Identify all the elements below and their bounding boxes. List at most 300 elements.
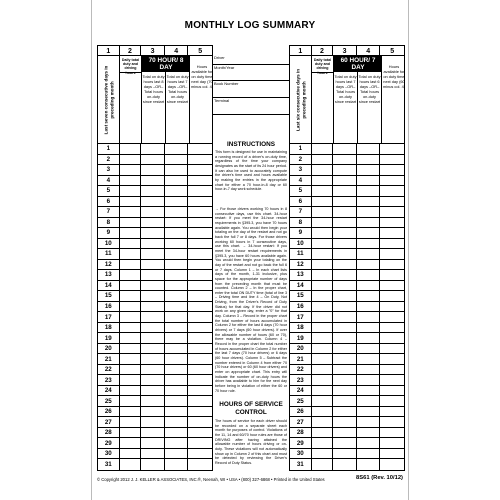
entry-cell[interactable]: [188, 396, 212, 406]
column-number-row: [98, 46, 212, 56]
entry-cell[interactable]: [380, 155, 404, 165]
entry-cell[interactable]: [312, 218, 334, 228]
entry-cell[interactable]: [380, 323, 404, 333]
day-number: 31: [290, 459, 312, 470]
entry-cell[interactable]: [188, 302, 212, 312]
entry-cell[interactable]: [165, 438, 189, 448]
entry-cell[interactable]: [357, 333, 381, 343]
hos-control-text: The hours of service for each driver should be recorded on a separate sheet each month for purposes of control. Violations of the 11, 14 and 60/70 hour rules are those of DRIVING after having attained the allowable number of hours driving or on-duty. These violations will not automatically show up in Column 2 of this chart and must be detected by reviewing the Driver's Record of Duty Status.: [215, 419, 287, 465]
table-row: [290, 428, 404, 439]
entry-cell[interactable]: [188, 197, 212, 207]
entry-cell[interactable]: [380, 218, 404, 228]
entry-cell[interactable]: [357, 165, 381, 175]
entry-cell[interactable]: [188, 312, 212, 322]
entry-cell[interactable]: [333, 407, 357, 417]
entry-cell[interactable]: [357, 323, 381, 333]
day-number: 23: [290, 375, 312, 385]
day-number: 11: [98, 249, 120, 259]
entry-cell[interactable]: [165, 428, 189, 438]
entry-cell[interactable]: [165, 365, 189, 375]
entry-cell[interactable]: [120, 344, 142, 354]
entry-cell[interactable]: [120, 291, 142, 301]
entry-cell[interactable]: [120, 407, 142, 417]
table-row: [98, 333, 212, 344]
entry-cell[interactable]: [165, 312, 189, 322]
entry-cell[interactable]: [141, 302, 165, 312]
entry-cell[interactable]: [188, 218, 212, 228]
table-row: [290, 386, 404, 397]
entry-cell[interactable]: [312, 197, 334, 207]
entry-cell[interactable]: [333, 323, 357, 333]
entry-cell[interactable]: [165, 302, 189, 312]
entry-cell[interactable]: [165, 459, 189, 470]
entry-cell[interactable]: [357, 197, 381, 207]
entry-cell[interactable]: [333, 438, 357, 448]
entry-cell[interactable]: [380, 249, 404, 259]
entry-cell[interactable]: [188, 417, 212, 427]
day-number: 15: [98, 291, 120, 301]
entry-cell[interactable]: [120, 197, 142, 207]
entry-cell[interactable]: [141, 354, 165, 364]
entry-cell[interactable]: [188, 260, 212, 270]
table-row: [290, 239, 404, 250]
entry-cell[interactable]: [312, 144, 334, 154]
entry-cell[interactable]: [141, 186, 165, 196]
day-number: 6: [290, 197, 312, 207]
table-row: [290, 375, 404, 386]
entry-cell[interactable]: [357, 207, 381, 217]
entry-cell[interactable]: [312, 449, 334, 459]
day-number: 26: [290, 407, 312, 417]
entry-cell[interactable]: [141, 144, 165, 154]
entry-cell[interactable]: [380, 375, 404, 385]
entry-cell[interactable]: [165, 291, 189, 301]
entry-cell[interactable]: [141, 291, 165, 301]
entry-cell[interactable]: [380, 281, 404, 291]
day-number: 27: [98, 417, 120, 427]
entry-cell[interactable]: [120, 176, 142, 186]
entry-cell[interactable]: [357, 354, 381, 364]
entry-cell[interactable]: [312, 386, 334, 396]
entry-cell[interactable]: [312, 249, 334, 259]
entry-cell[interactable]: [165, 260, 189, 270]
entry-cell[interactable]: [141, 312, 165, 322]
entry-cell[interactable]: [188, 407, 212, 417]
entry-cell[interactable]: [188, 344, 212, 354]
entry-cell[interactable]: [188, 428, 212, 438]
table-row: [98, 249, 212, 260]
entry-cell[interactable]: [312, 344, 334, 354]
entry-cell[interactable]: [357, 365, 381, 375]
entry-cell[interactable]: [333, 312, 357, 322]
instructions-body: → For those drivers working 70 hours in 8 consecutive days, use this chart. 34-hour restart: If you meet the 34-hour restart requirements in §395.3, you have 70 hours available again. You would then begin your totaling on the day of the restart and not go back the full 7 or 8 days. For those drivers working 60 hours in 7 consecutive days, use this chart. → 34-hour restart: If you meet the 34-hour restart requirements in §395.3, you have 60 hours available again. You would then begin your totaling on the day of the restart and not go back the full 6 or 7 days. Column 1 – In each chart lists days of the month, 1-31 inclusive, plus space for the appropriate number of days from the preceding month that must be counted. Column 2 – In the proper chart, enter the total ON DUTY time (total of line 3 – Driving time and line 4 – On Duty, Not Driving, from the Driver's Record of Duty Status) for that day. If the driver did not work on any given day, enter a "0" for that day. Column 3 – Record in the proper chart the total number of hours accumulated in Column 2 for either the last 8 days (70 hour drivers) or 7 days (60 hour drivers). If over the allowable number of hours (60 or 70), there may be a violation. Column 4 – Record in the proper chart the total number of hours accumulated in Column 2 for either the last 7 days (70 hour drivers) or 6 days (60 hour drivers). Column 5 – Subtract the number entered in Column 4 from either 70 (70 hour drivers) or 60 (60 hour drivers) and enter on appropriate chart. This entry will indicate the number of on-duty hours the driver has available to him for the next day before being in violation of either the 60 or 70 hour rule.: [215, 207, 287, 393]
table-row: [98, 365, 212, 376]
entry-cell[interactable]: [312, 165, 334, 175]
entry-cell[interactable]: [333, 165, 357, 175]
entry-cell[interactable]: [357, 228, 381, 238]
entry-cell[interactable]: [165, 333, 189, 343]
entry-cell[interactable]: [188, 354, 212, 364]
entry-cell[interactable]: [357, 249, 381, 259]
entry-cell[interactable]: [333, 449, 357, 459]
entry-cell[interactable]: [165, 344, 189, 354]
entry-cell[interactable]: [120, 417, 142, 427]
entry-cell[interactable]: [120, 239, 142, 249]
entry-cell[interactable]: [165, 323, 189, 333]
entry-cell[interactable]: [188, 176, 212, 186]
entry-cell[interactable]: [120, 449, 142, 459]
entry-cell[interactable]: [188, 323, 212, 333]
entry-cell[interactable]: [120, 302, 142, 312]
entry-cell[interactable]: [312, 375, 334, 385]
column-number: 1: [98, 46, 120, 56]
entry-cell[interactable]: [165, 176, 189, 186]
entry-cell[interactable]: [120, 165, 142, 175]
entry-cell[interactable]: [357, 428, 381, 438]
entry-cell[interactable]: [357, 438, 381, 448]
entry-cell[interactable]: [141, 428, 165, 438]
entry-cell[interactable]: [141, 459, 165, 470]
day-number: 20: [98, 344, 120, 354]
entry-cell[interactable]: [333, 228, 357, 238]
table-row: [290, 365, 404, 376]
entry-cell[interactable]: [380, 344, 404, 354]
entry-cell[interactable]: [312, 323, 334, 333]
entry-cell[interactable]: [141, 165, 165, 175]
entry-cell[interactable]: [120, 218, 142, 228]
day-rows: [290, 144, 404, 470]
entry-cell[interactable]: [141, 239, 165, 249]
entry-cell[interactable]: [312, 417, 334, 427]
entry-cell[interactable]: [380, 365, 404, 375]
footer-copyright: © Copyright 2012 J. J. KELLER & ASSOCIATES, INC.®, Neenah, WI • USA • (800) 327-6868 • Printed in the United States: [97, 477, 325, 482]
entry-cell[interactable]: [357, 144, 381, 154]
entry-cell[interactable]: [380, 176, 404, 186]
entry-cell[interactable]: [380, 197, 404, 207]
entry-cell[interactable]: [357, 312, 381, 322]
entry-cell[interactable]: [312, 176, 334, 186]
entry-cell[interactable]: [333, 176, 357, 186]
entry-cell[interactable]: [312, 438, 334, 448]
entry-cell[interactable]: [380, 260, 404, 270]
entry-cell[interactable]: [165, 270, 189, 280]
entry-cell[interactable]: [188, 207, 212, 217]
entry-cell[interactable]: [165, 218, 189, 228]
book-number-field[interactable]: Book Number: [213, 81, 289, 98]
entry-cell[interactable]: [188, 228, 212, 238]
entry-cell[interactable]: [357, 186, 381, 196]
entry-cell[interactable]: [333, 365, 357, 375]
table-row: [98, 375, 212, 386]
table-row: [290, 249, 404, 260]
entry-cell[interactable]: [188, 165, 212, 175]
entry-cell[interactable]: [380, 333, 404, 343]
entry-cell[interactable]: [120, 260, 142, 270]
entry-cell[interactable]: [380, 449, 404, 459]
entry-cell[interactable]: [333, 218, 357, 228]
entry-cell[interactable]: [380, 354, 404, 364]
entry-cell[interactable]: [333, 144, 357, 154]
entry-cell[interactable]: [120, 144, 142, 154]
entry-cell[interactable]: [141, 176, 165, 186]
entry-cell[interactable]: [141, 386, 165, 396]
entry-cell[interactable]: [165, 407, 189, 417]
entry-cell[interactable]: [141, 365, 165, 375]
entry-cell[interactable]: [312, 354, 334, 364]
entry-cell[interactable]: [312, 207, 334, 217]
table-row: [98, 459, 212, 470]
entry-cell[interactable]: [333, 260, 357, 270]
entry-cell[interactable]: [188, 270, 212, 280]
entry-cell[interactable]: [357, 386, 381, 396]
entry-cell[interactable]: [333, 428, 357, 438]
day-number: 27: [290, 417, 312, 427]
entry-cell[interactable]: [141, 407, 165, 417]
entry-cell[interactable]: [380, 291, 404, 301]
entry-cell[interactable]: [333, 155, 357, 165]
instructions-column: [213, 55, 289, 465]
entry-cell[interactable]: [380, 428, 404, 438]
entry-cell[interactable]: [357, 375, 381, 385]
entry-cell[interactable]: [165, 396, 189, 406]
entry-cell[interactable]: [312, 155, 334, 165]
day-number: 10: [98, 239, 120, 249]
entry-cell[interactable]: [141, 417, 165, 427]
entry-cell[interactable]: [312, 302, 334, 312]
day-number: 11: [290, 249, 312, 259]
entry-cell[interactable]: [188, 239, 212, 249]
table-row: [290, 176, 404, 187]
entry-cell[interactable]: [380, 438, 404, 448]
entry-cell[interactable]: [165, 197, 189, 207]
entry-cell[interactable]: [312, 228, 334, 238]
entry-cell[interactable]: [141, 260, 165, 270]
entry-cell[interactable]: [380, 386, 404, 396]
entry-cell[interactable]: [333, 375, 357, 385]
entry-cell[interactable]: [188, 144, 212, 154]
entry-cell[interactable]: [141, 197, 165, 207]
entry-cell[interactable]: [333, 354, 357, 364]
entry-cell[interactable]: [120, 354, 142, 364]
entry-cell[interactable]: [357, 260, 381, 270]
entry-cell[interactable]: [141, 218, 165, 228]
entry-cell[interactable]: [165, 144, 189, 154]
entry-cell[interactable]: [165, 155, 189, 165]
entry-cell[interactable]: [333, 344, 357, 354]
entry-cell[interactable]: [188, 291, 212, 301]
entry-cell[interactable]: [312, 281, 334, 291]
entry-cell[interactable]: [312, 396, 334, 406]
entry-cell[interactable]: [333, 270, 357, 280]
entry-cell[interactable]: [357, 239, 381, 249]
table-row: [290, 407, 404, 418]
entry-cell[interactable]: [380, 270, 404, 280]
table-row: [98, 449, 212, 460]
entry-cell[interactable]: [188, 249, 212, 259]
col5-description: Hours available for on duty time next day (70 minus col. 4): [190, 64, 214, 89]
entry-cell[interactable]: [312, 291, 334, 301]
column-number: 3: [141, 46, 165, 56]
day-number: 18: [290, 323, 312, 333]
entry-cell[interactable]: [141, 249, 165, 259]
entry-cell[interactable]: [120, 428, 142, 438]
driver-field[interactable]: Driver: [213, 55, 289, 65]
column-number: 3: [333, 46, 357, 56]
entry-cell[interactable]: [165, 186, 189, 196]
entry-cell[interactable]: [333, 333, 357, 343]
entry-cell[interactable]: [312, 186, 334, 196]
entry-cell[interactable]: [333, 459, 357, 470]
entry-cell[interactable]: [165, 207, 189, 217]
entry-cell[interactable]: [120, 323, 142, 333]
entry-cell[interactable]: [141, 323, 165, 333]
month-year-field[interactable]: Month/Year: [213, 65, 289, 81]
entry-cell[interactable]: [141, 375, 165, 385]
table-row: [98, 438, 212, 449]
entry-cell[interactable]: [380, 186, 404, 196]
entry-cell[interactable]: [357, 449, 381, 459]
entry-cell[interactable]: [312, 333, 334, 343]
entry-cell[interactable]: [120, 333, 142, 343]
col3-description: Total on duty hours last 8 days –OR– Total hours on-duty since restart: [142, 72, 166, 144]
entry-cell[interactable]: [357, 302, 381, 312]
entry-cell[interactable]: [165, 249, 189, 259]
entry-cell[interactable]: [120, 270, 142, 280]
entry-cell[interactable]: [120, 207, 142, 217]
terminal-field[interactable]: Terminal: [213, 98, 289, 115]
day-number: 25: [98, 396, 120, 406]
entry-cell[interactable]: [357, 281, 381, 291]
entry-cell[interactable]: [357, 291, 381, 301]
entry-cell[interactable]: [165, 375, 189, 385]
entry-cell[interactable]: [380, 407, 404, 417]
table-row: [290, 291, 404, 302]
entry-cell[interactable]: [333, 186, 357, 196]
entry-cell[interactable]: [380, 417, 404, 427]
entry-cell[interactable]: [333, 197, 357, 207]
entry-cell[interactable]: [165, 228, 189, 238]
entry-cell[interactable]: [165, 239, 189, 249]
entry-cell[interactable]: [380, 396, 404, 406]
entry-cell[interactable]: [120, 312, 142, 322]
entry-cell[interactable]: [120, 396, 142, 406]
entry-cell[interactable]: [333, 417, 357, 427]
entry-cell[interactable]: [333, 386, 357, 396]
entry-cell[interactable]: [141, 438, 165, 448]
entry-cell[interactable]: [333, 396, 357, 406]
entry-cell[interactable]: [333, 207, 357, 217]
day-number: 2: [290, 155, 312, 165]
entry-cell[interactable]: [141, 270, 165, 280]
entry-cell[interactable]: [333, 239, 357, 249]
entry-cell[interactable]: [141, 281, 165, 291]
entry-cell[interactable]: [120, 386, 142, 396]
entry-cell[interactable]: [333, 249, 357, 259]
column-number: 4: [357, 46, 381, 56]
entry-cell[interactable]: [188, 459, 212, 470]
entry-cell[interactable]: [141, 449, 165, 459]
entry-cell[interactable]: [188, 155, 212, 165]
entry-cell[interactable]: [120, 459, 142, 470]
entry-cell[interactable]: [188, 333, 212, 343]
day-number: 14: [98, 281, 120, 291]
entry-cell[interactable]: [333, 302, 357, 312]
table-row: [98, 144, 212, 155]
entry-cell[interactable]: [188, 186, 212, 196]
entry-cell[interactable]: [357, 417, 381, 427]
entry-cell[interactable]: [380, 228, 404, 238]
entry-cell[interactable]: [380, 207, 404, 217]
entry-cell[interactable]: [120, 155, 142, 165]
entry-cell[interactable]: [357, 176, 381, 186]
entry-cell[interactable]: [165, 417, 189, 427]
entry-cell[interactable]: [141, 228, 165, 238]
entry-cell[interactable]: [141, 207, 165, 217]
entry-cell[interactable]: [380, 312, 404, 322]
entry-cell[interactable]: [312, 459, 334, 470]
preceding-days-label: Last seven consecutive days in preceding month: [98, 56, 120, 144]
entry-cell[interactable]: [188, 438, 212, 448]
entry-cell[interactable]: [165, 449, 189, 459]
entry-cell[interactable]: [380, 239, 404, 249]
entry-cell[interactable]: [380, 144, 404, 154]
entry-cell[interactable]: [357, 396, 381, 406]
entry-cell[interactable]: [357, 155, 381, 165]
entry-cell[interactable]: [141, 344, 165, 354]
entry-cell[interactable]: [120, 228, 142, 238]
entry-cell[interactable]: [120, 375, 142, 385]
entry-cell[interactable]: [333, 291, 357, 301]
entry-cell[interactable]: [380, 165, 404, 175]
entry-cell[interactable]: [380, 459, 404, 470]
entry-cell[interactable]: [141, 155, 165, 165]
entry-cell[interactable]: [333, 281, 357, 291]
entry-cell[interactable]: [312, 365, 334, 375]
entry-cell[interactable]: [120, 249, 142, 259]
entry-cell[interactable]: [312, 312, 334, 322]
entry-cell[interactable]: [120, 281, 142, 291]
entry-cell[interactable]: [357, 344, 381, 354]
entry-cell[interactable]: [357, 270, 381, 280]
entry-cell[interactable]: [120, 365, 142, 375]
entry-cell[interactable]: [312, 407, 334, 417]
table-row: [98, 281, 212, 292]
entry-cell[interactable]: [120, 438, 142, 448]
table-row: [290, 333, 404, 344]
entry-cell[interactable]: [357, 407, 381, 417]
entry-cell[interactable]: [312, 428, 334, 438]
entry-cell[interactable]: [357, 218, 381, 228]
entry-cell[interactable]: [312, 270, 334, 280]
chart-header: [290, 56, 404, 144]
entry-cell[interactable]: [188, 365, 212, 375]
entry-cell[interactable]: [188, 449, 212, 459]
entry-cell[interactable]: [188, 386, 212, 396]
entry-cell[interactable]: [357, 459, 381, 470]
entry-cell[interactable]: [165, 165, 189, 175]
entry-cell[interactable]: [312, 239, 334, 249]
entry-cell[interactable]: [188, 375, 212, 385]
entry-cell[interactable]: [165, 354, 189, 364]
entry-cell[interactable]: [165, 281, 189, 291]
entry-cell[interactable]: [312, 260, 334, 270]
entry-cell[interactable]: [165, 386, 189, 396]
entry-cell[interactable]: [380, 302, 404, 312]
entry-cell[interactable]: [141, 396, 165, 406]
entry-cell[interactable]: [141, 333, 165, 343]
entry-cell[interactable]: [188, 281, 212, 291]
entry-cell[interactable]: [120, 186, 142, 196]
